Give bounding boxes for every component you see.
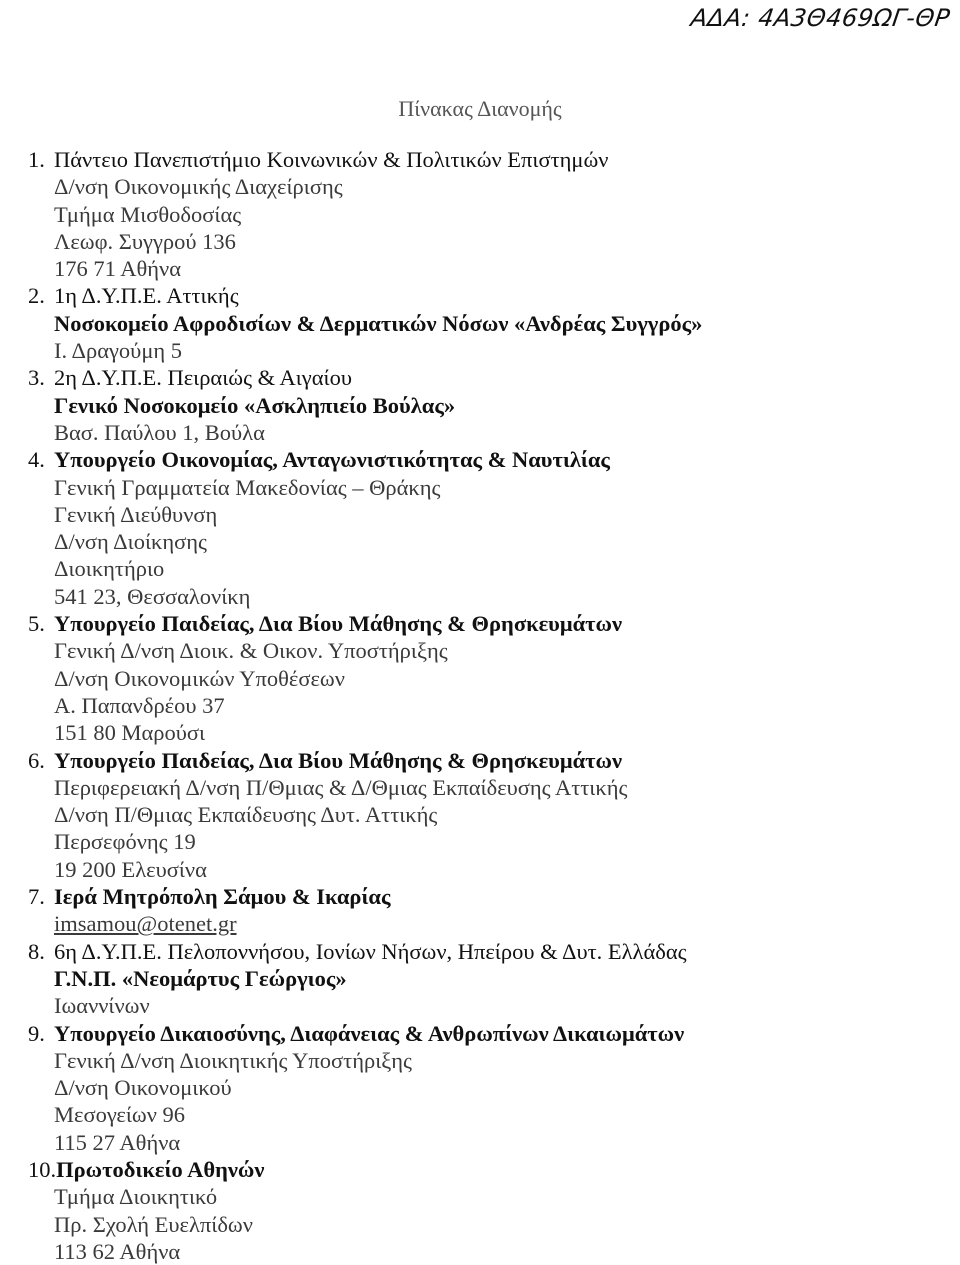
entry-number: 3. [28, 365, 45, 391]
entry-recipient: Πρωτοδικείο Αθηνών [56, 1156, 265, 1182]
address-line [28, 392, 928, 419]
entry-heading [28, 747, 928, 774]
address-text: Ιωαννίνων [54, 993, 150, 1019]
address-line [28, 965, 928, 992]
entry-number: 1. [28, 147, 45, 172]
address-line [28, 201, 928, 228]
address-line [28, 419, 928, 446]
address-text: Περιφερειακή Δ/νση Π/Θμιας & Δ/Θμιας Εκπαίδευσης Αττικής [54, 774, 628, 800]
address-text: Γενική Διεύθυνση [54, 501, 218, 527]
entry-heading [28, 364, 928, 391]
address-text: 113 62 Αθήνα [54, 1238, 181, 1264]
address-text: Γενικό Νοσοκομείο «Ασκληπιείο Βούλας» [54, 392, 456, 418]
address-text: Δ/νση Οικονομικής Διαχείρισης [54, 174, 343, 200]
entry-number: 2. [28, 283, 45, 309]
address-text: Διοικητήριο [54, 556, 165, 582]
distribution-list [28, 146, 928, 1265]
entry-number: 8. [28, 938, 45, 964]
ada-stamp: ΑΔΑ: 4Α3Θ469ΩΓ-ΘΡ [689, 4, 952, 32]
address-line [28, 692, 928, 719]
address-text: Βασ. Παύλου 1, Βούλα [54, 419, 265, 445]
entry-number: 4. [28, 447, 45, 473]
distribution-entry [28, 1020, 928, 1156]
entry-number: 5. [28, 611, 45, 637]
address-line [28, 337, 928, 364]
entry-heading [28, 446, 928, 473]
entry-heading [28, 1156, 928, 1183]
entry-recipient: 6η Δ.Υ.Π.Ε. Πελοποννήσου, Ιονίων Νήσων, Ηπείρου & Δυτ. Ελλάδας [54, 938, 687, 964]
distribution-entry [28, 747, 928, 883]
address-text: 176 71 Αθήνα [54, 256, 182, 282]
address-text: Δ/νση Π/Θμιας Εκπαίδευσης Δυτ. Αττικής [54, 802, 438, 828]
entry-heading [28, 610, 928, 637]
entry-heading [28, 1020, 928, 1047]
address-text: 541 23, Θεσσαλονίκη [54, 583, 251, 609]
address-text: Περσεφόνης 19 [54, 829, 196, 855]
address-line [28, 555, 928, 582]
entry-recipient: Υπουργείο Παιδείας, Δια Βίου Μάθησης & Θρησκευμάτων [54, 611, 623, 637]
address-text: Ι. Δραγούμη 5 [54, 338, 183, 364]
entry-number: 10. [28, 1156, 57, 1182]
address-text: Γενική Δ/νση Διοικητικής Υποστήριξης [54, 1047, 412, 1073]
address-text: 19 200 Ελευσίνα [54, 856, 207, 882]
distribution-entry [28, 938, 928, 1020]
entry-recipient: Υπουργείο Παιδείας, Δια Βίου Μάθησης & Θρησκευμάτων [54, 747, 623, 773]
entry-heading [28, 146, 928, 173]
entry-number: 9. [28, 1020, 45, 1046]
address-text: Δ/νση Διοίκησης [54, 529, 207, 555]
address-line [28, 992, 928, 1019]
entry-recipient: Ιερά Μητρόπολη Σάμου & Ικαρίας [54, 884, 391, 910]
address-line [28, 528, 928, 555]
distribution-entry [28, 1156, 928, 1265]
entry-number: 7. [28, 884, 45, 910]
address-line [28, 1074, 928, 1101]
entry-number: 6. [28, 747, 45, 773]
distribution-entry [28, 610, 928, 746]
address-text: 151 80 Μαρούσι [54, 720, 206, 746]
address-line [28, 255, 928, 282]
distribution-entry [28, 282, 928, 364]
distribution-entry [28, 146, 928, 282]
address-line [28, 583, 928, 610]
email-text: imsamou@otenet.gr [54, 911, 237, 937]
email-link[interactable] [28, 910, 928, 937]
address-text: Νοσοκομείο Αφροδισίων & Δερματικών Νόσων «Ανδρέας Συγγρός» [54, 310, 703, 336]
address-text: Γενική Γραμματεία Μακεδονίας – Θράκης [54, 474, 441, 500]
address-text: 115 27 Αθήνα [54, 1129, 181, 1155]
address-text: Α. Παπανδρέου 37 [54, 692, 225, 718]
address-line [28, 719, 928, 746]
address-line [28, 1211, 928, 1238]
entry-heading [28, 282, 928, 309]
address-line [28, 474, 928, 501]
entry-recipient: Πάντειο Πανεπιστήμιο Κοινωνικών & Πολιτικών Επιστημών [54, 147, 609, 172]
address-text: Λεωφ. Συγγρού 136 [54, 228, 236, 254]
address-text: Τμήμα Μισθοδοσίας [54, 201, 242, 227]
entry-recipient: Υπουργείο Δικαιοσύνης, Διαφάνειας & Ανθρωπίνων Δικαιωμάτων [54, 1020, 685, 1046]
address-line [28, 310, 928, 337]
distribution-entry [28, 883, 928, 938]
entry-recipient: 2η Δ.Υ.Π.Ε. Πειραιώς & Αιγαίου [54, 365, 352, 391]
address-line [28, 801, 928, 828]
distribution-entry [28, 446, 928, 610]
address-line [28, 1238, 928, 1265]
address-line [28, 665, 928, 692]
address-line [28, 1047, 928, 1074]
address-line [28, 173, 928, 200]
address-text: Μεσογείων 96 [54, 1102, 186, 1128]
address-text: Πρ. Σχολή Ευελπίδων [54, 1211, 253, 1237]
address-line [28, 637, 928, 664]
entry-heading [28, 938, 928, 965]
entry-recipient: 1η Δ.Υ.Π.Ε. Αττικής [54, 283, 239, 309]
entry-recipient: Υπουργείο Οικονομίας, Ανταγωνιστικότητας & Ναυτιλίας [54, 447, 610, 473]
address-text: Γενική Δ/νση Διοικ. & Οικον. Υποστήριξης [54, 638, 448, 664]
address-line [28, 828, 928, 855]
address-line [28, 1129, 928, 1156]
address-line [28, 501, 928, 528]
address-text: Γ.Ν.Π. «Νεομάρτυς Γεώργιος» [54, 965, 347, 991]
entry-heading [28, 883, 928, 910]
address-line [28, 1101, 928, 1128]
address-line [28, 228, 928, 255]
document-title: Πίνακας Διανομής [398, 96, 562, 121]
address-line [28, 774, 928, 801]
address-line [28, 1183, 928, 1210]
address-text: Δ/νση Οικονομικών Υποθέσεων [54, 665, 345, 691]
address-line [28, 856, 928, 883]
address-text: Δ/νση Οικονομικού [54, 1075, 232, 1101]
address-text: Τμήμα Διοικητικό [54, 1184, 218, 1210]
distribution-entry [28, 364, 928, 446]
